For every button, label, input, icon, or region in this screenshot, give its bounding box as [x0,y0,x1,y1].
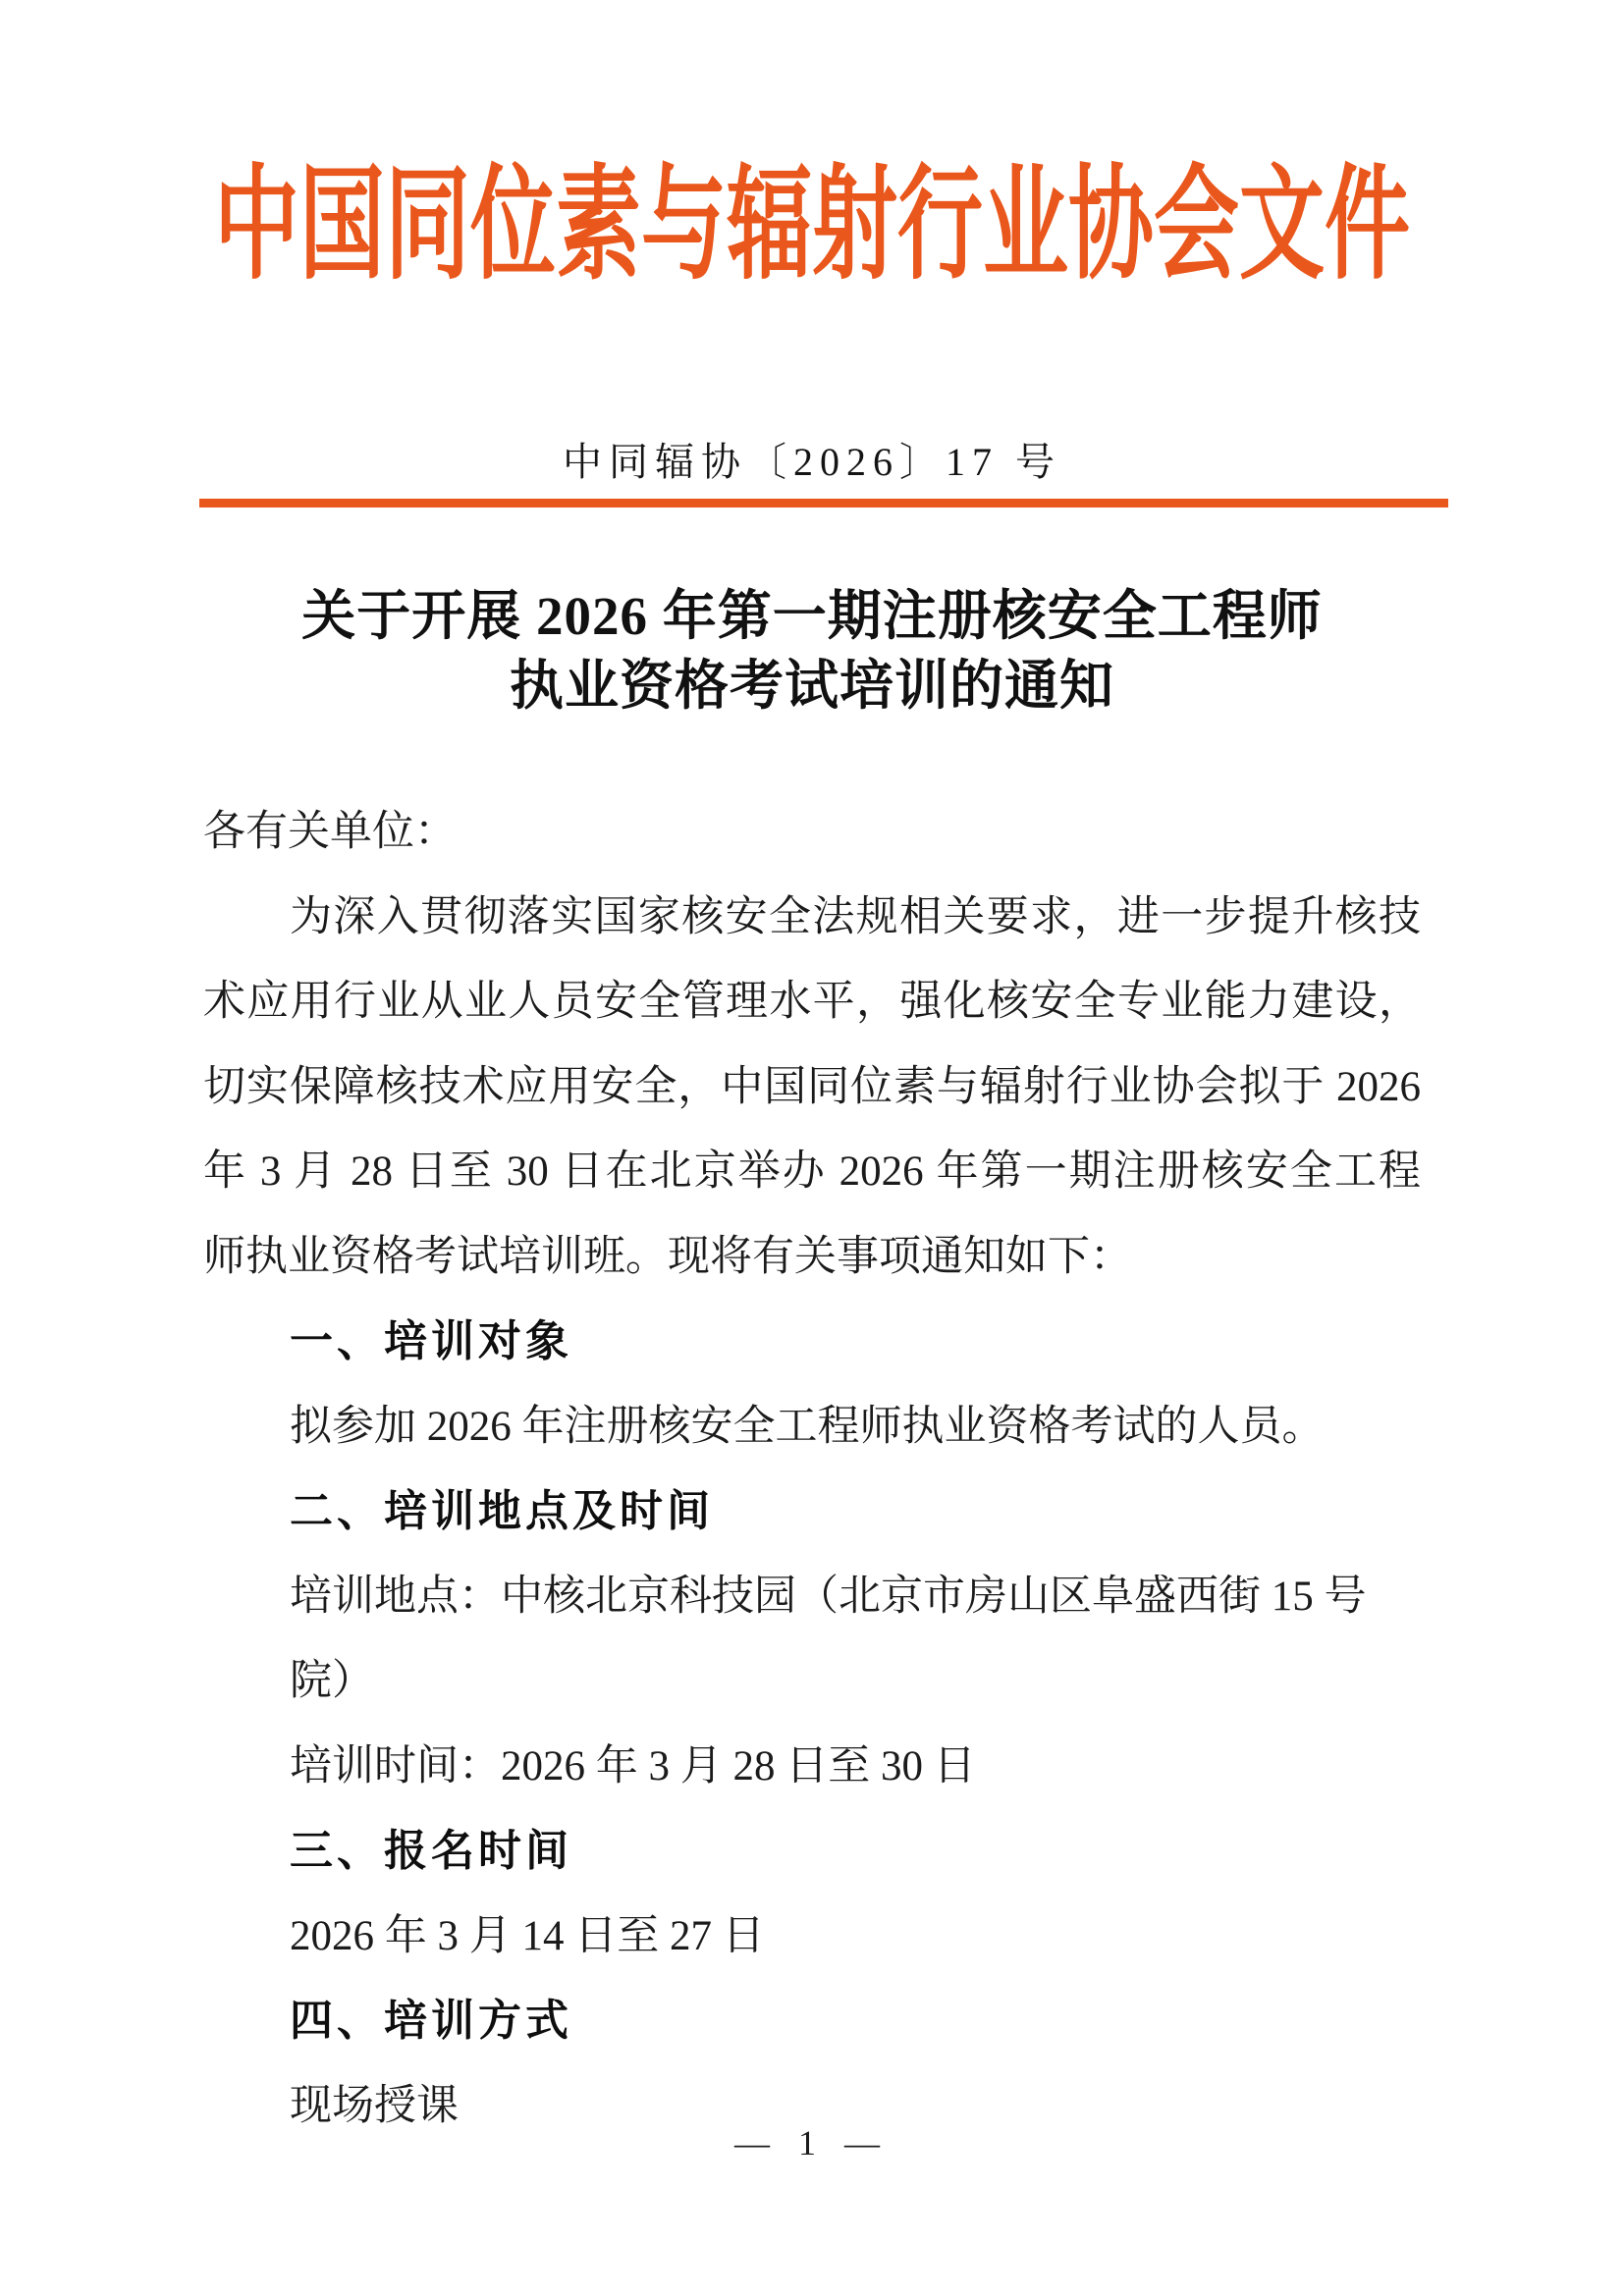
notice-title-line-2: 执业资格考试培训的通知 [509,656,1114,716]
training-location-line: 培训地点：中核北京科技园（北京市房山区阜盛西街 15 号院） [290,1573,1367,1704]
registration-time-line: 2026 年 3 月 14 日至 27 日 [290,1912,765,1959]
section-heading-3-registration-time: 三、报名时间 [290,1827,572,1875]
section-heading-4-training-method: 四、培训方式 [290,1997,572,2045]
training-method-line: 现场授课 [290,2082,459,2129]
notice-title [0,581,1624,721]
body-line: 为深入贯彻落实国家核安全法规相关要求，进一步提升核技 [290,893,1421,940]
notice-title-line-1: 关于开展 2026 年第一期注册核安全工程师 [301,586,1323,646]
training-time-line: 培训时间：2026 年 3 月 28 日至 30 日 [290,1742,976,1789]
body-line: 切实保障核技术应用安全，中国同位素与辐射行业协会拟于 2026 [203,1063,1421,1110]
document-number: 中同辐协〔2026〕17 号 [563,440,1061,484]
section-heading-2-location-time: 二、培训地点及时间 [290,1487,714,1535]
association-banner-title: 中国同位素与辐射行业协会文件 [214,155,1410,294]
page-number: — 1 — [734,2123,890,2163]
body-line: 年 3 月 28 日至 30 日在北京举办 2026 年第一期注册核安全工程 [203,1148,1421,1195]
section-heading-1-training-target: 一、培训对象 [290,1317,572,1365]
salutation-line: 各有关单位： [203,809,457,855]
body-line: 拟参加 2026 年注册核安全工程师执业资格考试的人员。 [290,1403,1325,1450]
body-line: 师执业资格考试培训班。现将有关事项通知如下： [203,1233,1132,1280]
body-line: 术应用行业从业人员安全管理水平，强化核安全专业能力建设， [203,979,1421,1025]
red-separator-rule [199,499,1448,507]
notice-body [203,790,1421,2149]
